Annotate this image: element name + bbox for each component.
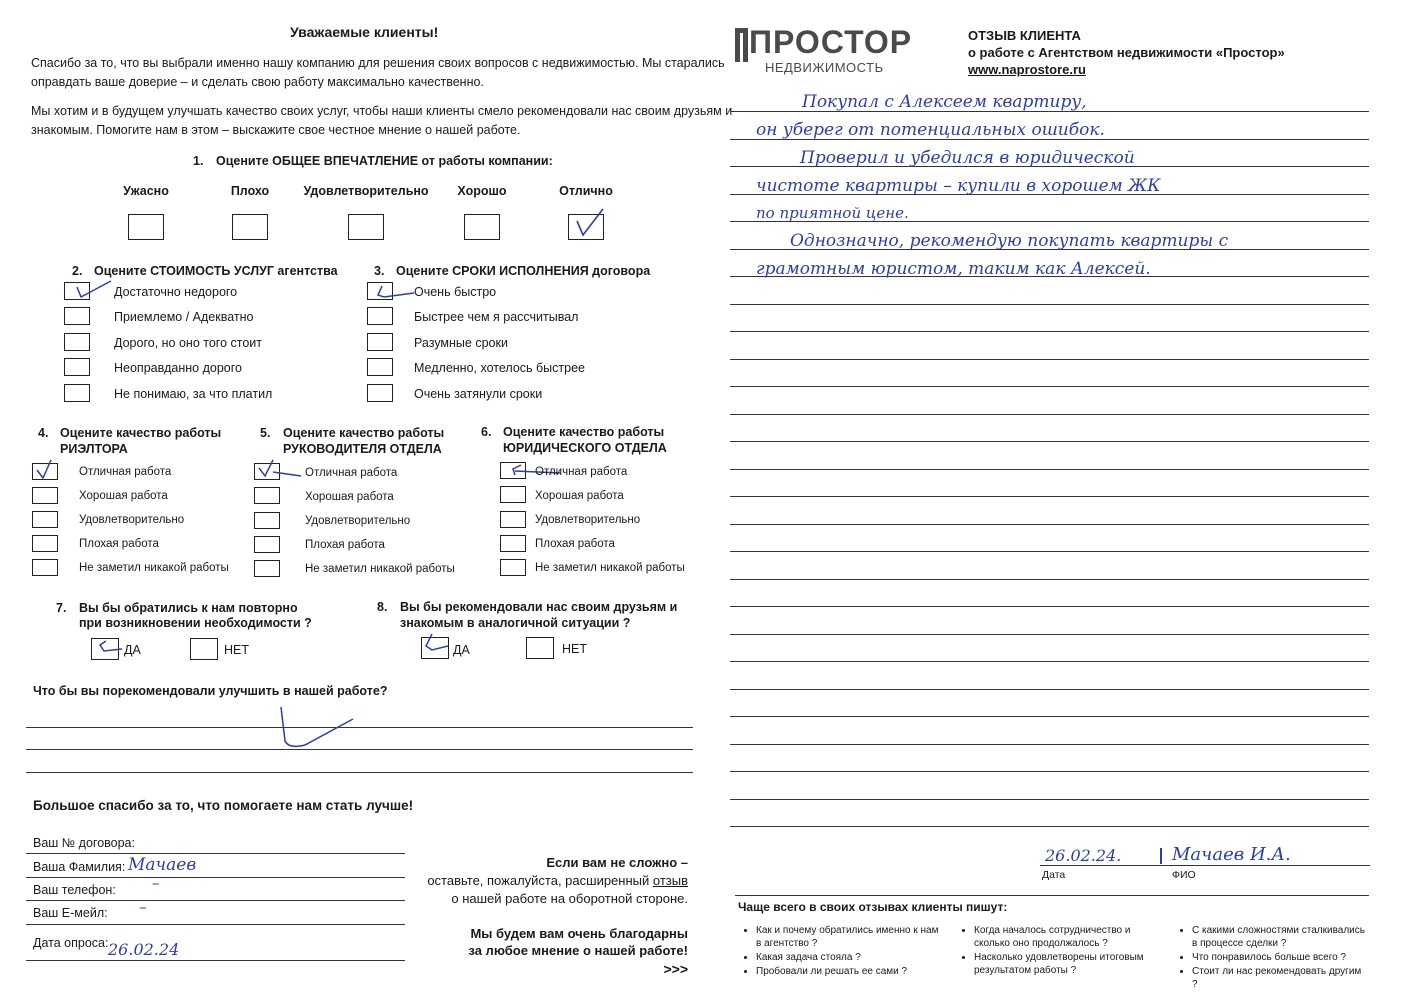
q1-checkbox[interactable]	[464, 214, 500, 240]
q1-checkbox[interactable]	[128, 214, 164, 240]
q6-option-label: Плохая работа	[535, 538, 615, 550]
site-link[interactable]: www.naprostore.ru	[968, 62, 1086, 77]
review-line: он уберег от потенциальных ошибок.	[756, 120, 1105, 140]
date-field[interactable]	[26, 960, 405, 961]
q1-checkbox[interactable]	[348, 214, 384, 240]
email-label: Ваш Е-мейл:	[33, 906, 108, 920]
writing-line	[730, 469, 1369, 470]
q4-title: Оцените качество работы	[60, 426, 222, 440]
q6-checkbox[interactable]	[500, 486, 526, 503]
checkmark-icon	[569, 215, 619, 245]
intro-line-4: знакомым. Помогите нам в этом – выскажите свое честное мнение о нашей работе.	[31, 123, 521, 137]
email-field[interactable]	[26, 924, 405, 925]
q3-title: Оцените СРОКИ ИСПОЛНЕНИЯ договора	[396, 264, 651, 278]
answer-line[interactable]	[26, 772, 693, 773]
q5-checkbox[interactable]	[254, 487, 280, 504]
q1-checkbox-checked[interactable]	[568, 214, 604, 240]
signature-date: 26.02.24.	[1045, 846, 1122, 865]
q4-option-label: Хорошая работа	[79, 490, 168, 502]
q5-title: РУКОВОДИТЕЛЯ ОТДЕЛА	[283, 442, 442, 456]
q2-checkbox[interactable]	[64, 333, 90, 351]
q3-checkbox-checked[interactable]	[367, 282, 393, 300]
writing-line	[730, 304, 1369, 305]
q5-option-label: Плохая работа	[305, 539, 385, 551]
q3-option-label: Разумные сроки	[414, 336, 508, 350]
contract-field[interactable]	[26, 853, 405, 854]
writing-line	[730, 579, 1369, 580]
q3-number: 3.	[374, 264, 385, 278]
q6-option-label: Отличная работа	[535, 466, 628, 478]
date-caption: Дата	[1042, 869, 1066, 881]
q4-checkbox[interactable]	[32, 559, 58, 576]
q1-title: Оцените ОБЩЕЕ ВПЕЧАТЛЕНИЕ от работы компании:	[216, 154, 553, 168]
writing-line	[730, 331, 1369, 332]
q7-yes-label: ДА	[124, 643, 141, 657]
writing-line	[730, 716, 1369, 717]
q5-checkbox[interactable]	[254, 560, 280, 577]
email-value: –	[139, 898, 147, 916]
q8-title: знакомым в аналогичной ситуации ?	[400, 616, 631, 630]
intro-line-1: Спасибо за то, что вы выбрали именно нашу компанию для решения своих вопросов с недвижимостью. Мы старались	[31, 56, 725, 70]
q5-option-label: Отличная работа	[305, 467, 398, 479]
tip-item: • Что понравилось больше всего ?	[1192, 951, 1368, 964]
review-line: Покупал с Алексеем квартиру,	[802, 92, 1087, 112]
review-line: Однозначно, рекомендую покупать квартиры с	[790, 231, 1229, 251]
writing-line	[730, 771, 1369, 772]
review-subtitle: о работе с Агентством недвижимости «Простор»	[968, 45, 1285, 60]
q4-option-label: Удовлетворительно	[79, 514, 185, 526]
q5-option-label: Удовлетворительно	[305, 515, 411, 527]
checkmark-icon	[33, 464, 83, 484]
tip-item: • Стоит ли нас рекомендовать другим ?	[1192, 965, 1368, 991]
q3-checkbox[interactable]	[367, 384, 393, 402]
q2-title: Оцените СТОИМОСТЬ УСЛУГ агентства	[94, 264, 338, 278]
q1-option-label: Отлично	[559, 184, 613, 198]
side-note-line-4: Мы будем вам очень благодарны	[470, 926, 688, 941]
q1-option-label: Плохо	[230, 184, 270, 198]
checkmark-icon	[368, 283, 418, 303]
signature-separator	[1160, 848, 1162, 864]
q3-checkbox[interactable]	[367, 333, 393, 351]
q5-checkbox-checked[interactable]	[254, 463, 280, 480]
q4-number: 4.	[38, 426, 49, 440]
q6-option-label: Не заметил никакой работы	[535, 562, 685, 574]
review-line: чистоте квартиры – купили в хорошем ЖК	[756, 176, 1161, 196]
q2-checkbox[interactable]	[64, 307, 90, 325]
side-note-line-3: о нашей работе на оборотной стороне.	[451, 891, 688, 906]
writing-line	[730, 799, 1369, 800]
q5-checkbox[interactable]	[254, 536, 280, 553]
q3-checkbox[interactable]	[367, 358, 393, 376]
logo-brand: ПРОСТОР	[749, 24, 913, 60]
intro-line-3: Мы хотим и в будущем улучшать качество своих услуг, чтобы наши клиенты смело рекомендовали нас своим друзьям и	[31, 104, 733, 118]
q7-title: Вы бы обратились к нам повторно	[79, 601, 298, 615]
writing-line	[730, 634, 1369, 635]
side-note-text: оставьте, пожалуйста, расширенный	[427, 873, 650, 888]
q2-checkbox-checked[interactable]	[64, 282, 90, 300]
q2-option-label: Неоправданно дорого	[114, 361, 242, 375]
phone-label: Ваш телефон:	[33, 883, 116, 897]
writing-line	[730, 551, 1369, 552]
q5-title: Оцените качество работы	[283, 426, 445, 440]
q7-yes-checkbox-checked[interactable]	[91, 638, 119, 660]
q2-number: 2.	[72, 264, 83, 278]
tips-divider	[735, 895, 1369, 896]
q5-option-label: Не заметил никакой работы	[305, 563, 455, 575]
writing-line	[730, 606, 1369, 607]
q1-option-label: Ужасно	[123, 184, 169, 198]
tip-item: • Как и почему обратились именно к нам в агентство ?	[756, 924, 940, 950]
q6-checkbox[interactable]	[500, 559, 526, 576]
q7-title: при возникновении необходимости ?	[79, 616, 312, 630]
tips-column-2	[960, 924, 1160, 978]
q6-number: 6.	[481, 425, 492, 439]
q4-checkbox[interactable]	[32, 487, 58, 504]
review-title: ОТЗЫВ КЛИЕНТА	[968, 28, 1081, 43]
q5-checkbox[interactable]	[254, 512, 280, 529]
q4-checkbox[interactable]	[32, 535, 58, 552]
q8-yes-checkbox-checked[interactable]	[421, 637, 449, 659]
greeting: Уважаемые клиенты!	[290, 24, 439, 40]
review-link[interactable]: отзыв	[652, 873, 688, 888]
q2-checkbox[interactable]	[64, 384, 90, 402]
review-line: грамотным юристом, таким как Алексей.	[756, 259, 1151, 279]
thanks-heading: Большое спасибо за то, что помогаете нам стать лучше!	[33, 798, 414, 813]
signature-line[interactable]	[1040, 865, 1370, 866]
q8-number: 8.	[377, 600, 388, 614]
name-caption: ФИО	[1172, 869, 1196, 881]
side-note-line-2	[427, 873, 688, 888]
q3-option-label: Быстрее чем я рассчитывал	[414, 310, 579, 324]
q8-yes-label: ДА	[453, 643, 470, 657]
q2-checkbox[interactable]	[64, 358, 90, 376]
writing-line	[730, 359, 1369, 360]
q6-checkbox-checked[interactable]	[500, 462, 526, 479]
q8-no-label: НЕТ	[562, 642, 587, 656]
phone-field[interactable]	[26, 900, 405, 901]
q3-option-label: Медленно, хотелось быстрее	[414, 361, 585, 375]
q1-option-label: Хорошо	[457, 184, 507, 198]
q7-no-label: НЕТ	[224, 643, 249, 657]
writing-line	[730, 689, 1369, 690]
q6-checkbox[interactable]	[500, 511, 526, 528]
surname-label: Ваша Фамилия:	[33, 860, 126, 874]
tip-item: • Какая задача стояла ?	[756, 951, 940, 964]
q1-checkbox[interactable]	[232, 214, 268, 240]
q5-option-label: Хорошая работа	[305, 491, 394, 503]
side-note-line-5: за любое мнение о нашей работе!	[468, 943, 688, 958]
q2-option-label: Дорого, но оно того стоит	[114, 336, 262, 350]
review-line: Проверил и убедился в юридической	[800, 148, 1135, 168]
checkmark-icon	[65, 283, 115, 303]
writing-line	[730, 524, 1369, 525]
tip-item: • Пробовали ли решать ее сами ?	[756, 965, 940, 978]
surname-value: Мачаев	[128, 855, 197, 875]
q8-no-checkbox[interactable]	[526, 637, 554, 659]
q1-option-label: Удовлетворительно	[303, 184, 429, 198]
q4-checkbox-checked[interactable]	[32, 463, 58, 480]
q2-option-label: Достаточно недорого	[114, 285, 238, 299]
writing-line	[730, 496, 1369, 497]
q1-number: 1.	[193, 154, 204, 168]
tips-column-3	[1178, 924, 1368, 992]
q2-option-label: Не понимаю, за что платил	[114, 387, 273, 401]
writing-line	[730, 386, 1369, 387]
signature-name: Мачаев И.А.	[1172, 844, 1291, 865]
q6-option-label: Хорошая работа	[535, 490, 624, 502]
date-label: Дата опроса:	[33, 936, 109, 950]
writing-line	[730, 661, 1369, 662]
side-note-line-1: Если вам не сложно –	[546, 855, 688, 870]
q4-option-label: Отличная работа	[79, 466, 172, 478]
contract-label: Ваш № договора:	[33, 836, 135, 850]
arrows-icon: >>>	[663, 961, 688, 977]
logo-sub: НЕДВИЖИМОСТЬ	[765, 60, 884, 75]
date-value: 26.02.24	[108, 940, 180, 959]
q7-number: 7.	[56, 601, 67, 615]
surname-field[interactable]	[26, 877, 405, 878]
checkmark-icon	[255, 464, 305, 484]
q4-checkbox[interactable]	[32, 511, 58, 528]
q5-number: 5.	[260, 426, 271, 440]
phone-value: –	[152, 874, 160, 892]
q8-title: Вы бы рекомендовали нас своим друзьям и	[400, 600, 678, 614]
tips-column-1	[742, 924, 940, 979]
tip-item: • Насколько удовлетворены итоговым результатом работы ?	[974, 951, 1160, 977]
q6-title: ЮРИДИЧЕСКОГО ОТДЕЛА	[503, 441, 667, 455]
q6-title: Оцените качество работы	[503, 425, 665, 439]
writing-line	[730, 414, 1369, 415]
improve-question: Что бы вы порекомендовали улучшить в нашей работе?	[33, 684, 388, 698]
dash-scribble	[275, 705, 365, 750]
tips-heading: Чаще всего в своих отзывах клиенты пишут:	[738, 900, 1008, 914]
q3-option-label: Очень быстро	[414, 285, 497, 299]
writing-line	[730, 744, 1369, 745]
q6-option-label: Удовлетворительно	[535, 514, 641, 526]
tip-item: • Когда началось сотрудничество и сколько оно продолжалось ?	[974, 924, 1160, 950]
tip-item: • С какими сложностями сталкивались в процессе сделки ?	[1192, 924, 1368, 950]
q7-no-checkbox[interactable]	[190, 638, 218, 660]
q3-checkbox[interactable]	[367, 307, 393, 325]
q2-option-label: Приемлемо / Адекватно	[114, 310, 254, 324]
writing-line	[730, 441, 1369, 442]
q4-option-label: Плохая работа	[79, 538, 159, 550]
q6-checkbox[interactable]	[500, 535, 526, 552]
review-line: по приятной цене.	[756, 204, 909, 222]
q4-option-label: Не заметил никакой работы	[79, 562, 229, 574]
q3-option-label: Очень затянули сроки	[414, 387, 543, 401]
writing-line	[730, 826, 1369, 827]
q4-title: РИЭЛТОРА	[60, 442, 128, 456]
intro-line-2: оправдать ваше доверие – и сделать свою работу максимально качественно.	[31, 75, 484, 89]
